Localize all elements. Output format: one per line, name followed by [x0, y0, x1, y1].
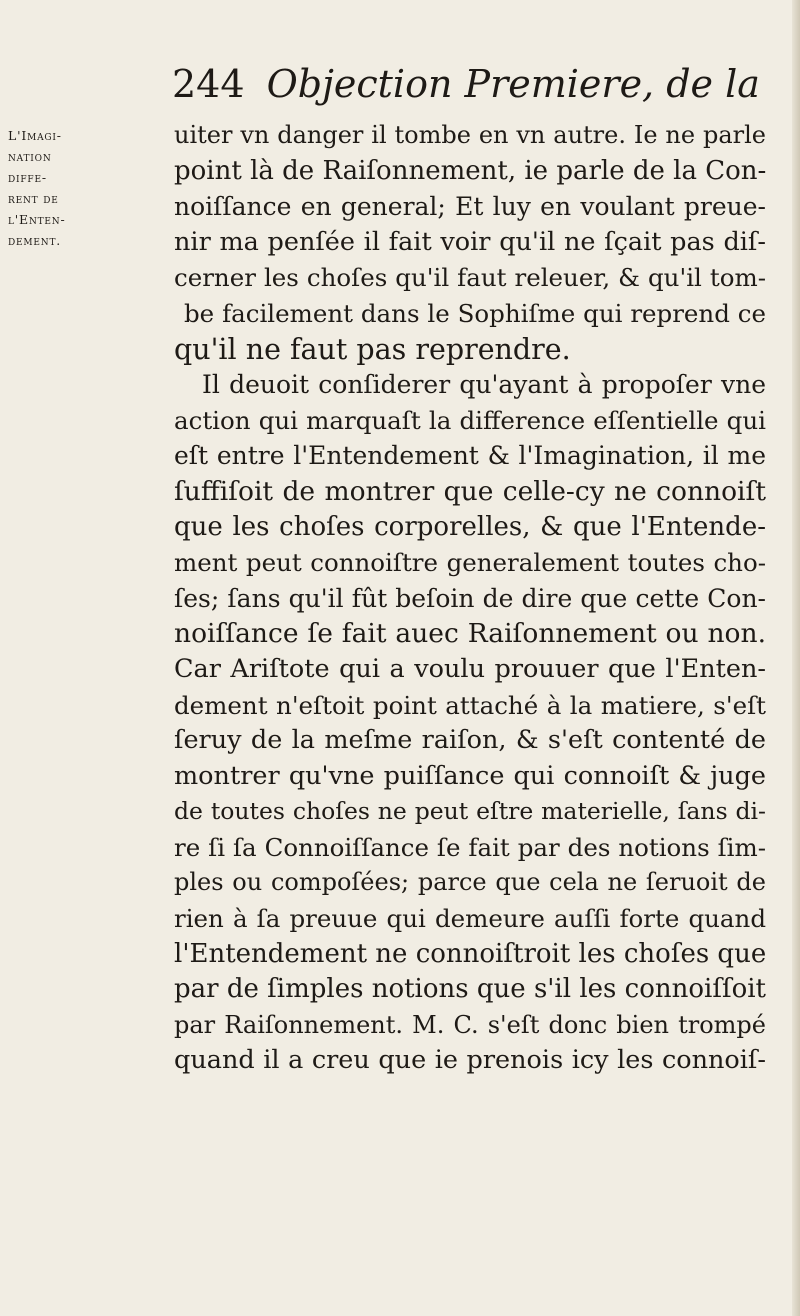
- text-line: qu'il ne faut pas reprendre.: [174, 332, 571, 366]
- margin-note-line: rent de: [8, 191, 59, 206]
- margin-note: [8, 125, 178, 251]
- text-line: eſt entre l'Entendement & l'Imagination, il me: [174, 441, 766, 471]
- text-line: quand il a creu que ie prenois icy les connoiſ-: [174, 1045, 766, 1076]
- margin-note-line: diffe-: [8, 170, 47, 185]
- margin-note-line: L'Imagi-: [8, 128, 62, 143]
- margin-note-line: nation: [8, 149, 52, 164]
- text-line: nir ma penſée il fait voir qu'il ne ſçait pas diſ-: [174, 226, 766, 257]
- text-line: ment peut connoiſtre generalement toutes cho-: [174, 548, 766, 578]
- text-line: que les choſes corporelles, & que l'Entende-: [174, 511, 766, 542]
- page-edge: [792, 0, 800, 1316]
- text-line: point là de Raiſonnement, ie parle de la Con-: [174, 155, 767, 186]
- text-line: dement n'eſtoit point attaché à la matiere, s'eſt: [174, 690, 766, 720]
- text-line: par Raiſonnement. M. C. s'eſt donc bien trompé: [174, 1010, 766, 1039]
- text-line: uiter vn danger il tombe en vn autre. Ie ne parle: [174, 121, 766, 149]
- text-line: de toutes choſes ne peut eſtre materielle, ſans di-: [174, 797, 766, 826]
- text-line: montrer qu'vne puiſſance qui connoiſt & juge: [174, 760, 766, 791]
- text-line: noiſſance ſe fait auec Raiſonnement ou non.: [174, 618, 766, 650]
- text-line: noiſſance en general; Et luy en voulant preue-: [174, 192, 766, 222]
- page-number: 244: [172, 62, 245, 106]
- text-line: re ſi ſa Connoiſſance ſe fait par des notions ſim-: [174, 832, 766, 862]
- text-line: cerner les choſes qu'il faut releuer, & qu'il tom-: [174, 263, 766, 293]
- text-line: ples ou compoſées; parce que cela ne ſeruoit de: [174, 868, 766, 897]
- body-text: [174, 118, 766, 1079]
- running-head: [172, 62, 760, 106]
- text-line: Car Ariſtote qui a voulu prouuer que l'Enten-: [174, 653, 766, 684]
- text-line: rien à ſa preuue qui demeure auſſi forte quand: [174, 904, 766, 934]
- margin-note-line: dement.: [8, 233, 62, 248]
- text-line: ſeruy de la meſme raiſon, & s'eſt contenté de: [174, 725, 766, 756]
- text-line: ſes; ſans qu'il fût beſoin de dire que cette Con-: [174, 583, 766, 613]
- text-line: l'Entendement ne connoiſtroit les choſes que: [174, 938, 767, 969]
- text-line: action qui marquaſt la difference eſſentielle qui: [174, 405, 766, 435]
- text-line: Il deuoit conſiderer qu'ayant à propoſer vne: [202, 370, 766, 400]
- text-line: par de ſimples notions que s'il les connoiſſoit: [174, 974, 766, 1005]
- running-title: Objection Premiere, de la: [266, 62, 760, 106]
- text-line: ſuffiſoit de montrer que celle-cy ne connoiſt: [174, 475, 766, 507]
- margin-note-line: l'Enten-: [8, 212, 66, 227]
- text-line: be facilement dans le Sophiſme qui reprend ce: [184, 298, 766, 328]
